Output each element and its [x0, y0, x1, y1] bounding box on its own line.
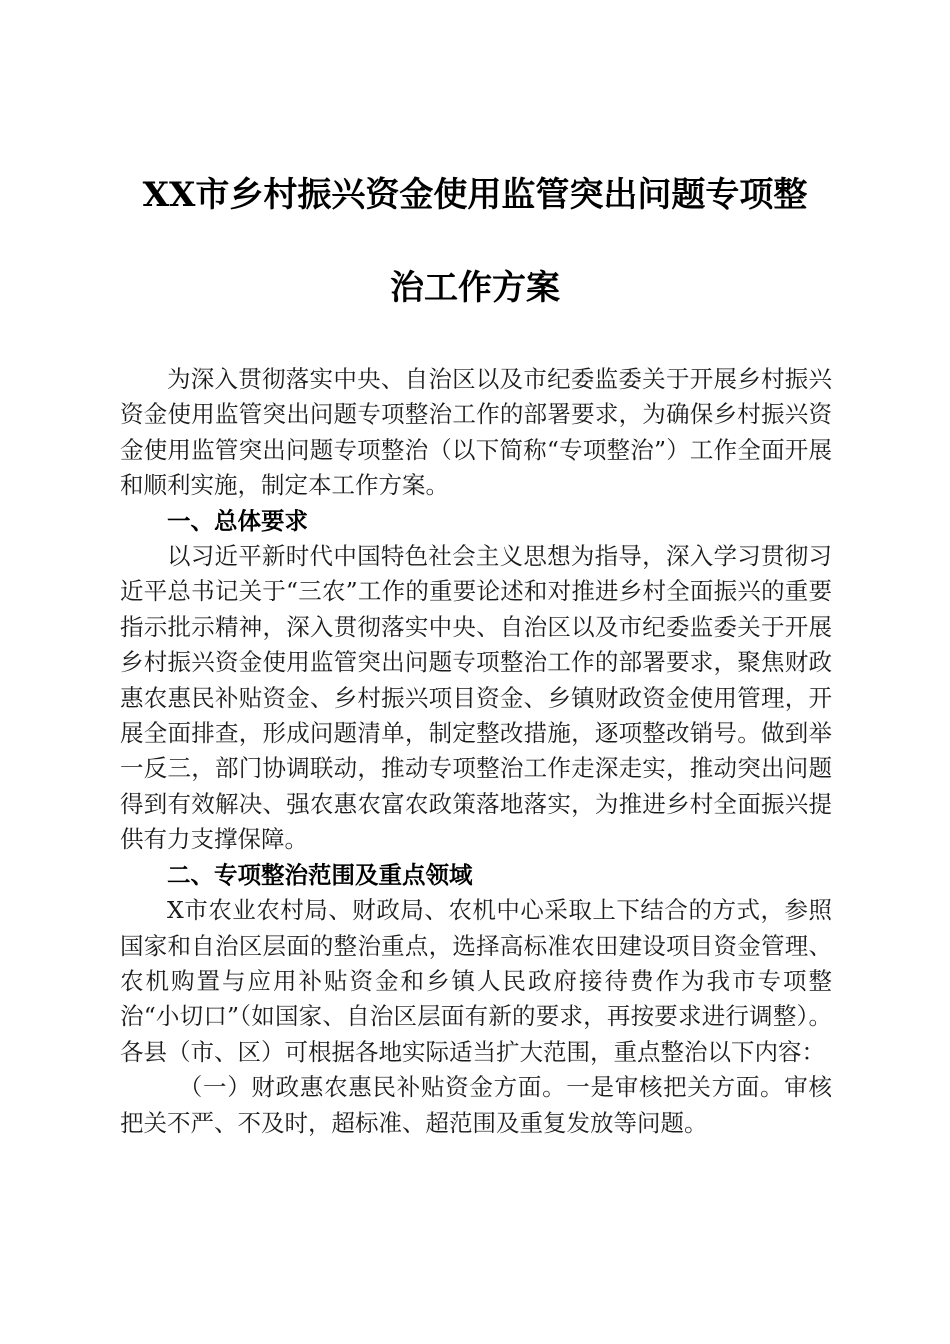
section-heading-1: 一、总体要求: [167, 506, 308, 535]
paragraph-intro: 为深入贯彻落实中央、自治区以及市纪委监委关于开展乡村振兴资金使用监管突出问题专项整治工作的部署要求，为确保乡村振兴资金使用监管突出问题专项整治（以下简称“专项整治”）工作全面开展和顺利实施，制定本工作方案。: [120, 365, 832, 500]
paragraph-subsection-1: （一）财政惠农惠民补贴资金方面。一是审核把关方面。审核把关不严、不及时，超标准、超范围及重复发放等问题。: [120, 1073, 832, 1137]
paragraph-scope: X市农业农村局、财政局、农机中心采取上下结合的方式，参照国家和自治区层面的整治重点，选择高标准农田建设项目资金管理、农机购置与应用补贴资金和乡镇人民政府接待费作为我市专项整治“小切口”（如国家、自治区层面有新的要求，再按要求进行调整）。各县（市、区）可根据各地实际适当扩大范围，重点整治以下内容：: [120, 896, 832, 1066]
paragraph-general-requirements: 以习近平新时代中国特色社会主义思想为指导，深入学习贯彻习近平总书记关于“三农”工作的重要论述和对推进乡村全面振兴的重要指示批示精神，深入贯彻落实中央、自治区以及市纪委监委关于开展乡村振兴资金使用监管突出问题专项整治工作的部署要求，聚焦财政惠农惠民补贴资金、乡村振兴项目资金、乡镇财政资金使用管理，开展全面排查，形成问题清单，制定整改措施，逐项整改销号。做到举一反三，部门协调联动，推动专项整治工作走深走实，推动突出问题得到有效解决、强农惠农富农政策落地落实，为推进乡村全面振兴提供有力支撑保障。: [120, 542, 832, 854]
section-heading-2: 二、专项整治范围及重点领域: [167, 860, 473, 889]
document-title-line-2: 治工作方案: [390, 268, 560, 308]
document-title-line-1: XX市乡村振兴资金使用监管突出问题专项整: [142, 175, 808, 215]
document-body: [120, 362, 832, 1141]
